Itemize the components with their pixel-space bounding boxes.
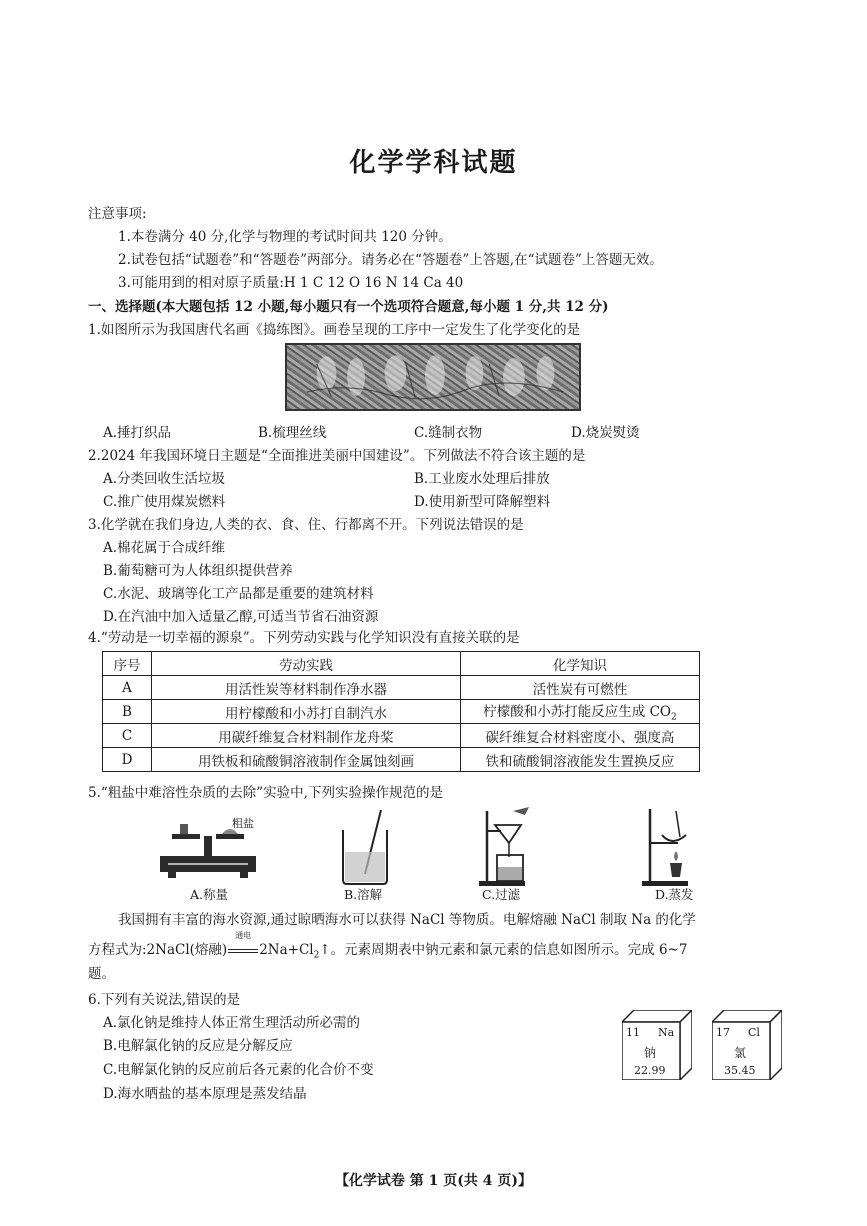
element-number: 11 [626,1026,640,1039]
element-symbol: Cl [748,1026,760,1039]
option: D.海水晒盐的基本原理是蒸发结晶 [103,1086,307,1102]
table-cell: 用铁板和硫酸铜溶液制作金属蚀刻画 [152,748,461,772]
option: C.缝制衣物 [414,425,483,441]
table-cell: 活性炭有可燃性 [461,676,700,700]
table-cell: B [103,700,152,724]
option: B.梳理丝线 [258,425,327,441]
table-cell: A [103,676,152,700]
reaction-condition: 通电 [235,931,252,940]
option: A.捶打织品 [103,425,172,441]
question-stem: 4.“劳动是一切幸福的源泉”。下列劳动实践与化学知识没有直接关联的是 [88,630,520,646]
page-footer: 【化学试卷 第 1 页(共 4 页)】 [334,1173,533,1189]
question-stem: 5.“粗盐中难溶性杂质的去除”实验中,下列实验操作规范的是 [88,785,443,801]
element-name: 氯 [734,1046,747,1060]
table-cell: 用碳纤维复合材料制作龙舟桨 [152,724,461,748]
table-row [103,748,700,772]
element-mass: 35.45 [724,1064,756,1077]
option: C.水泥、玻璃等化工产品都是重要的建筑材料 [103,586,374,602]
context-line: 题。 [88,966,115,982]
context-line [88,931,688,965]
table-header-row [103,652,700,676]
element-number: 17 [716,1026,730,1039]
section-heading: 一、选择题(本大题包括 12 小题,每小题只有一个选项符合题意,每小题 1 分,共 12 分) [88,299,609,315]
context-line: 我国拥有丰富的海水资源,通过晾晒海水可以获得 NaCl 等物质。电解熔融 NaCl 制取 Na 的化学 [118,912,696,928]
table-cell: 用活性炭等材料制作净水器 [152,676,461,700]
table-cell: C [103,724,152,748]
notice-item: 1.本卷满分 40 分,化学与物理的考试时间共 120 分钟。 [118,229,452,245]
option: C.电解氯化钠的反应前后各元素的化合价不变 [103,1062,374,1078]
question-stem: 6.下列有关说法,错误的是 [88,992,241,1008]
table-cell: 用柠檬酸和小苏打自制汽水 [152,700,461,724]
option: B.工业废水处理后排放 [414,471,550,487]
reaction-arrow [227,931,259,959]
table-row [103,724,700,748]
header-cell: 序号 [103,652,152,676]
option: B.溶解 [344,887,383,902]
context-tail: ↑。元素周期表中钠元素和氯元素的信息如图所示。完成 6~7 [319,942,688,958]
balance-label: 粗盐 [232,817,254,830]
option: B.电解氯化钠的反应是分解反应 [103,1038,293,1054]
option: C.过滤 [482,887,521,902]
filtration-diagram [477,805,537,887]
element-tile-sodium [622,1022,680,1080]
question-stem: 2.2024 年我国环境日主题是“全面推进美丽中国建设”。下列做法不符合该主题的是 [88,448,586,464]
option: B.葡萄糖可为人体组织提供营养 [103,563,293,579]
header-cell: 劳动实践 [152,652,461,676]
question-stem: 3.化学就在我们身边,人类的衣、食、住、行都离不开。下列说法错误的是 [88,517,524,533]
element-mass: 22.99 [634,1064,666,1077]
option: A.称量 [190,887,229,902]
option: D.蒸发 [655,887,694,902]
element-name: 钠 [644,1046,657,1060]
element-tile-chlorine [712,1022,770,1080]
table-cell: D [103,748,152,772]
table-cell: 碳纤维复合材料密度小、强度高 [461,724,700,748]
option: A.棉花属于合成纤维 [103,540,226,556]
option: A.分类回收生活垃圾 [103,471,226,487]
element-symbol: Na [658,1026,675,1039]
equation-right: 2Na+Cl [259,942,314,958]
practice-knowledge-table [102,651,700,772]
question-stem: 1.如图所示为我国唐代名画《捣练图》。画卷呈现的工序中一定发生了化学变化的是 [88,322,581,338]
option: D.使用新型可降解塑料 [414,494,551,510]
notice-item: 3.可能用到的相对原子质量:H 1 C 12 O 16 N 14 Ca 40 [118,275,464,291]
table-cell: 铁和硫酸铜溶液能发生置换反应 [461,748,700,772]
painting-image [285,343,581,411]
evaporation-diagram [640,805,696,887]
table-row [103,700,700,724]
option: A.氯化钠是维持人体正常生理活动所必需的 [103,1015,361,1031]
option: D.烧炭熨烫 [571,425,640,441]
table-cell [461,700,700,724]
table-row [103,676,700,700]
beaker-stirring-diagram [335,808,395,886]
page-title: 化学学科试题 [349,148,518,178]
option: C.推广使用煤炭燃料 [103,494,226,510]
equation-left: 方程式为:2NaCl(熔融) [88,942,228,958]
header-cell: 化学知识 [461,652,700,676]
option: D.在汽油中加入适量乙醇,可适当节省石油资源 [103,609,379,625]
subscript: 2 [313,950,320,961]
subscript: 2 [670,712,677,723]
cell-text: 柠檬酸和小苏打能反应生成 CO [483,704,671,721]
notice-item: 2.试卷包括“试题卷”和“答题卷”两部分。请务必在“答题卷”上答题,在“试题卷”上答题无效。 [118,252,663,268]
notice-heading: 注意事项: [88,206,147,222]
